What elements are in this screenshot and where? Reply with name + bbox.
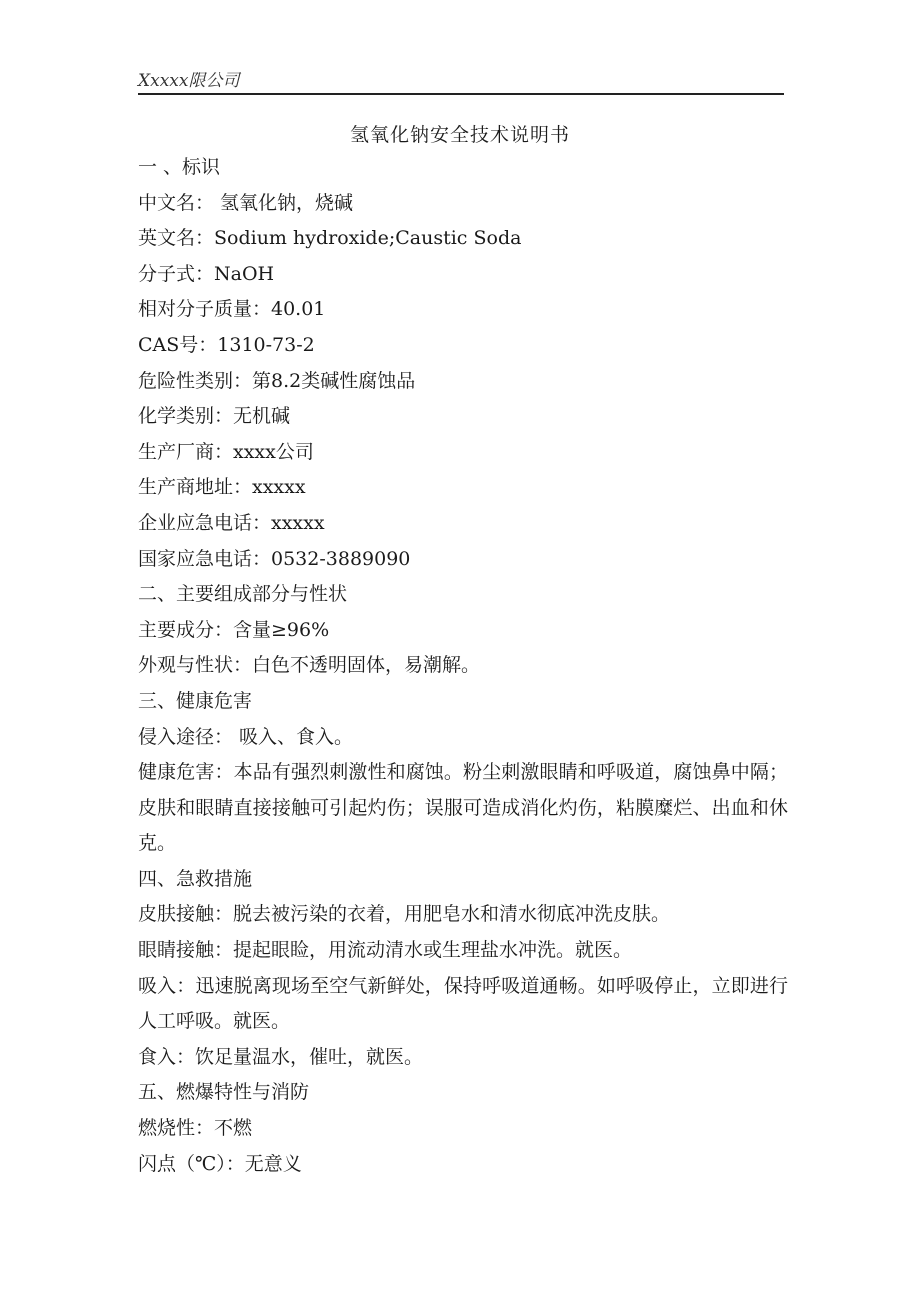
document-body — [138, 150, 788, 1182]
molecular-weight: 相对分子质量：40.01 — [138, 298, 326, 321]
chinese-name: 中文名： 氢氧化钠，烧碱 — [138, 191, 354, 214]
header-divider — [138, 93, 784, 95]
manufacturer-address: 生产商地址：xxxxx — [138, 476, 306, 499]
exposure-route: 侵入途径： 吸入、食入。 — [138, 725, 354, 748]
section-heading-first-aid: 四、急救措施 — [138, 867, 253, 890]
section-heading-composition: 二、主要组成部分与性状 — [138, 583, 348, 606]
english-name: 英文名：Sodium hydroxide;Caustic Soda — [138, 227, 522, 250]
health-hazard: 健康危害：本品有强烈刺激性和腐蚀。粉尘刺激眼睛和呼吸道，腐蚀鼻中隔；皮肤和眼睛直接接触可引起灼伤；误服可造成消化灼伤，粘膜糜烂、出血和休克。 — [138, 761, 788, 855]
section-heading-health: 三、健康危害 — [138, 689, 253, 712]
molecular-formula: 分子式：NaOH — [138, 262, 275, 285]
inhalation: 吸入：迅速脱离现场至空气新鲜处，保持呼吸道通畅。如呼吸停止，立即进行人工呼吸。就医。 — [138, 974, 788, 1033]
manufacturer: 生产厂商：xxxx公司 — [138, 440, 314, 463]
main-component: 主要成分：含量≥96% — [138, 618, 330, 641]
appearance: 外观与性状：白色不透明固体，易潮解。 — [138, 654, 481, 677]
flammability: 燃烧性：不燃 — [138, 1117, 253, 1140]
eye-contact: 眼睛接触：提起眼睑，用流动清水或生理盐水冲洗。就医。 — [138, 939, 633, 962]
document-title: 氢氧化钠安全技术说明书 — [349, 124, 570, 146]
section-heading-fire: 五、燃爆特性与消防 — [138, 1081, 310, 1104]
company-header: Xxxxx限公司 — [138, 71, 240, 91]
company-emergency-phone: 企业应急电话：xxxxx — [138, 511, 325, 534]
cas-number: CAS号：1310-73-2 — [138, 333, 315, 356]
ingestion: 食入：饮足量温水，催吐，就医。 — [138, 1045, 424, 1068]
hazard-class: 危险性类别：第8.2类碱性腐蚀品 — [138, 369, 416, 392]
chemical-class: 化学类别：无机碱 — [138, 405, 291, 428]
flash-point: 闪点（℃）：无意义 — [138, 1152, 302, 1175]
section-heading-identification: 一 、标识 — [138, 156, 221, 178]
national-emergency-phone: 国家应急电话：0532-3889090 — [138, 547, 411, 570]
skin-contact: 皮肤接触：脱去被污染的衣着，用肥皂水和清水彻底冲洗皮肤。 — [138, 903, 671, 926]
